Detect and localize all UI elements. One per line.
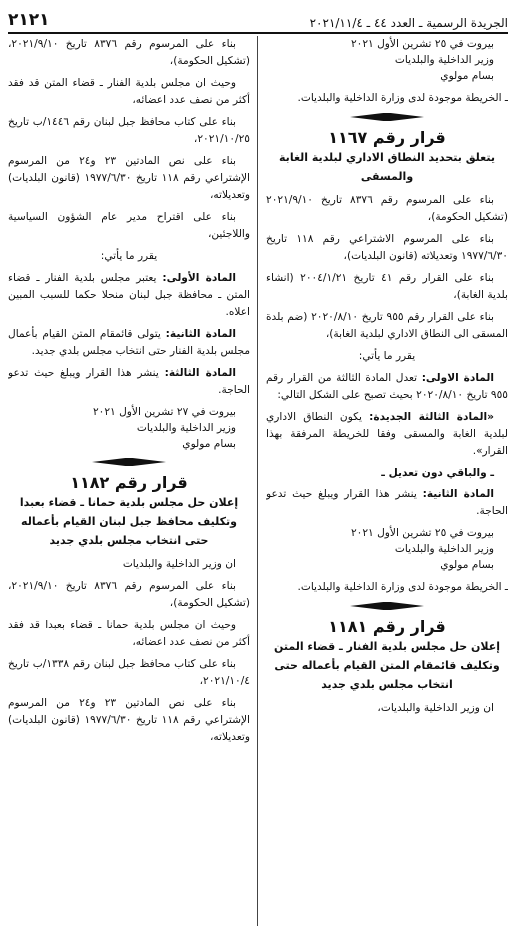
preamble-paragraph: بناء على اقتراح مدير عام الشؤون السياسية واللاجئين، bbox=[8, 211, 250, 240]
map-note: ـ الخريطة موجودة لدى وزارة الداخلية والبلديات. bbox=[297, 92, 508, 104]
article-label: المادة الثالثة: bbox=[164, 367, 236, 379]
unchanged-heading: ـ والباقي دون تعديل ـ bbox=[381, 467, 494, 479]
signature-date: بيروت في ٢٧ تشرين الأول ٢٠٢١ bbox=[92, 406, 236, 418]
decides-line: يقرر ما يأتي: bbox=[100, 250, 158, 262]
signature-date: بيروت في ٢٥ تشرين الأول ٢٠٢١ bbox=[350, 38, 494, 50]
preamble-paragraph: بناء على كتاب محافظ جبل لبنان رقم ١٣٣٨/ب تاريخ ٢٠٢١/١٠/٤، bbox=[8, 658, 250, 687]
decision-intro: ان وزير الداخلية والبلديات، bbox=[377, 702, 494, 714]
preamble-paragraph: بناء على كتاب محافظ جبل لبنان رقم ١٤٤٦/ب تاريخ ٢٠٢١/١٠/٢٥، bbox=[8, 116, 250, 145]
signature-date: بيروت في ٢٥ تشرين الأول ٢٠٢١ bbox=[350, 527, 494, 539]
preamble-paragraph: بناء على نص المادتين ٢٣ و٢٤ من المرسوم الإشتراعي رقم ١١٨ تاريخ ١٩٧٧/٦/٣٠ (قانون البلديات) وتعديلاته، bbox=[8, 697, 250, 743]
article-label: «المادة الثالثة الجديدة: bbox=[369, 411, 494, 423]
section-separator bbox=[350, 113, 424, 121]
signature-name: بسام مولوي bbox=[440, 559, 494, 571]
decision-subject-line: وتكليف قائمقام المتن القيام بأعماله حتى انتخاب مجلس بلدي جديد bbox=[274, 659, 500, 691]
article-paragraph bbox=[8, 365, 250, 399]
article-paragraph bbox=[266, 486, 508, 520]
article-text: تعدل المادة الثالثة من القرار رقم ٩٥٥ تاريخ ٢٠٢٠/٨/١٠ بحيث تصبح على الشكل التالي: bbox=[266, 372, 508, 401]
preamble-paragraph: بناء على المرسوم رقم ٨٣٧٦ تاريخ ٢٠٢١/٩/١٠، (تشكيل الحكومة)، bbox=[8, 38, 250, 67]
preamble-paragraph: بناء على المرسوم رقم ٨٣٧٦ تاريخ ٢٠٢١/٩/١٠، (تشكيل الحكومة)، bbox=[8, 580, 250, 609]
preamble-paragraph: بناء على المرسوم رقم ٨٣٧٦ تاريخ ٢٠٢١/٩/١٠ (تشكيل الحكومة)، bbox=[266, 194, 508, 223]
map-note: ـ الخريطة موجودة لدى وزارة الداخلية والبلديات. bbox=[297, 581, 508, 593]
preamble-paragraph: وحيث ان مجلس بلدية حمانا ـ قضاء بعبدا قد فقد أكثر من نصف عدد اعضائه، bbox=[8, 619, 250, 648]
article-label: المادة الاولى: bbox=[421, 372, 495, 384]
decision-subject: إعلان حل مجلس بلدية حمانا ـ قضاء بعبدا وتكليف محافظ جبل لبنان القيام بأعماله حتى انتخاب مجلس بلدي جديد bbox=[19, 496, 239, 547]
decision-subject bbox=[266, 637, 508, 694]
preamble-paragraph: بناء على المرسوم الاشتراعي رقم ١١٨ تاريخ ١٩٧٧/٦/٣٠ وتعديلاته (قانون البلديات)، bbox=[266, 233, 508, 262]
decides-line: يقرر ما يأتي: bbox=[358, 350, 416, 362]
preamble-paragraph: بناء على نص المادتين ٢٣ و٢٤ من المرسوم الإشتراعي رقم ١١٨ تاريخ ١٩٧٧/٦/٣٠ (قانون البلديات) وتعديلاته، bbox=[8, 155, 250, 201]
article-label: المادة الأولى: bbox=[162, 272, 236, 284]
preamble-paragraph: وحيث ان مجلس بلدية الفنار ـ قضاء المتن قد فقد أكثر من نصف عدد اعضائه، bbox=[8, 77, 250, 106]
article-paragraph bbox=[8, 270, 250, 321]
page-number: ٢١٢١ bbox=[8, 10, 50, 30]
left-column bbox=[8, 36, 250, 926]
article-paragraph bbox=[266, 409, 508, 460]
signature-minister: وزير الداخلية والبلديات bbox=[394, 54, 494, 66]
decision-intro: ان وزير الداخلية والبلديات bbox=[122, 558, 236, 570]
article-text: يكون النطاق الاداري لبلدية الغابة والمسقى وفقا للخريطة المرفقة بهذا القرار». bbox=[266, 411, 508, 457]
decision-title: قرار رقم ١١٨١ bbox=[328, 617, 446, 636]
article-text: ينشر هذا القرار ويبلغ حيث تدعو الحاجة. bbox=[266, 488, 508, 517]
page-header bbox=[8, 6, 508, 34]
article-text: يعتبر مجلس بلدية الفنار ـ قضاء المتن ـ محافظة جبل لبنان منحلا حكما للسبب المبين اعلاه. bbox=[8, 272, 250, 318]
section-separator bbox=[350, 602, 424, 610]
signature-name: بسام مولوي bbox=[182, 438, 236, 450]
article-paragraph bbox=[8, 326, 250, 360]
decision-subject-line: إعلان حل مجلس بلدية الفنار ـ قضاء المتن bbox=[273, 640, 501, 653]
right-column bbox=[266, 36, 508, 926]
column-divider bbox=[257, 36, 258, 926]
preamble-paragraph: بناء على القرار رقم ٤١ تاريخ ٢٠٠٤/١/٢١ (انشاء بلدية الغابة)، bbox=[266, 272, 508, 301]
decision-title: قرار رقم ١١٦٧ bbox=[328, 128, 446, 147]
article-paragraph bbox=[266, 370, 508, 404]
decision-subject: يتعلق بتحديد النطاق الاداري لبلدية الغابة والمسقى bbox=[279, 151, 495, 183]
article-text: ينشر هذا القرار ويبلغ حيث تدعو الحاجة. bbox=[8, 367, 250, 396]
article-text: يتولى قائمقام المتن القيام بأعمال مجلس بلدية الفنار حتى انتخاب مجلس بلدي جديد. bbox=[8, 328, 250, 357]
signature-minister: وزير الداخلية والبلديات bbox=[394, 543, 494, 555]
signature-minister: وزير الداخلية والبلديات bbox=[136, 422, 236, 434]
preamble-paragraph: بناء على القرار رقم ٩٥٥ تاريخ ٢٠٢٠/٨/١٠ (ضم بلدة المسقى الى النطاق الاداري لبلدية الغابة)، bbox=[266, 311, 508, 340]
decision-title: قرار رقم ١١٨٢ bbox=[70, 473, 188, 492]
article-label: المادة الثانية: bbox=[422, 488, 494, 500]
article-label: المادة الثانية: bbox=[165, 328, 236, 340]
section-separator bbox=[92, 458, 166, 466]
gazette-issue-title: الجريدة الرسمية ـ العدد ٤٤ ـ ٢٠٢١/١١/٤ bbox=[309, 16, 508, 30]
signature-name: بسام مولوي bbox=[440, 70, 494, 82]
